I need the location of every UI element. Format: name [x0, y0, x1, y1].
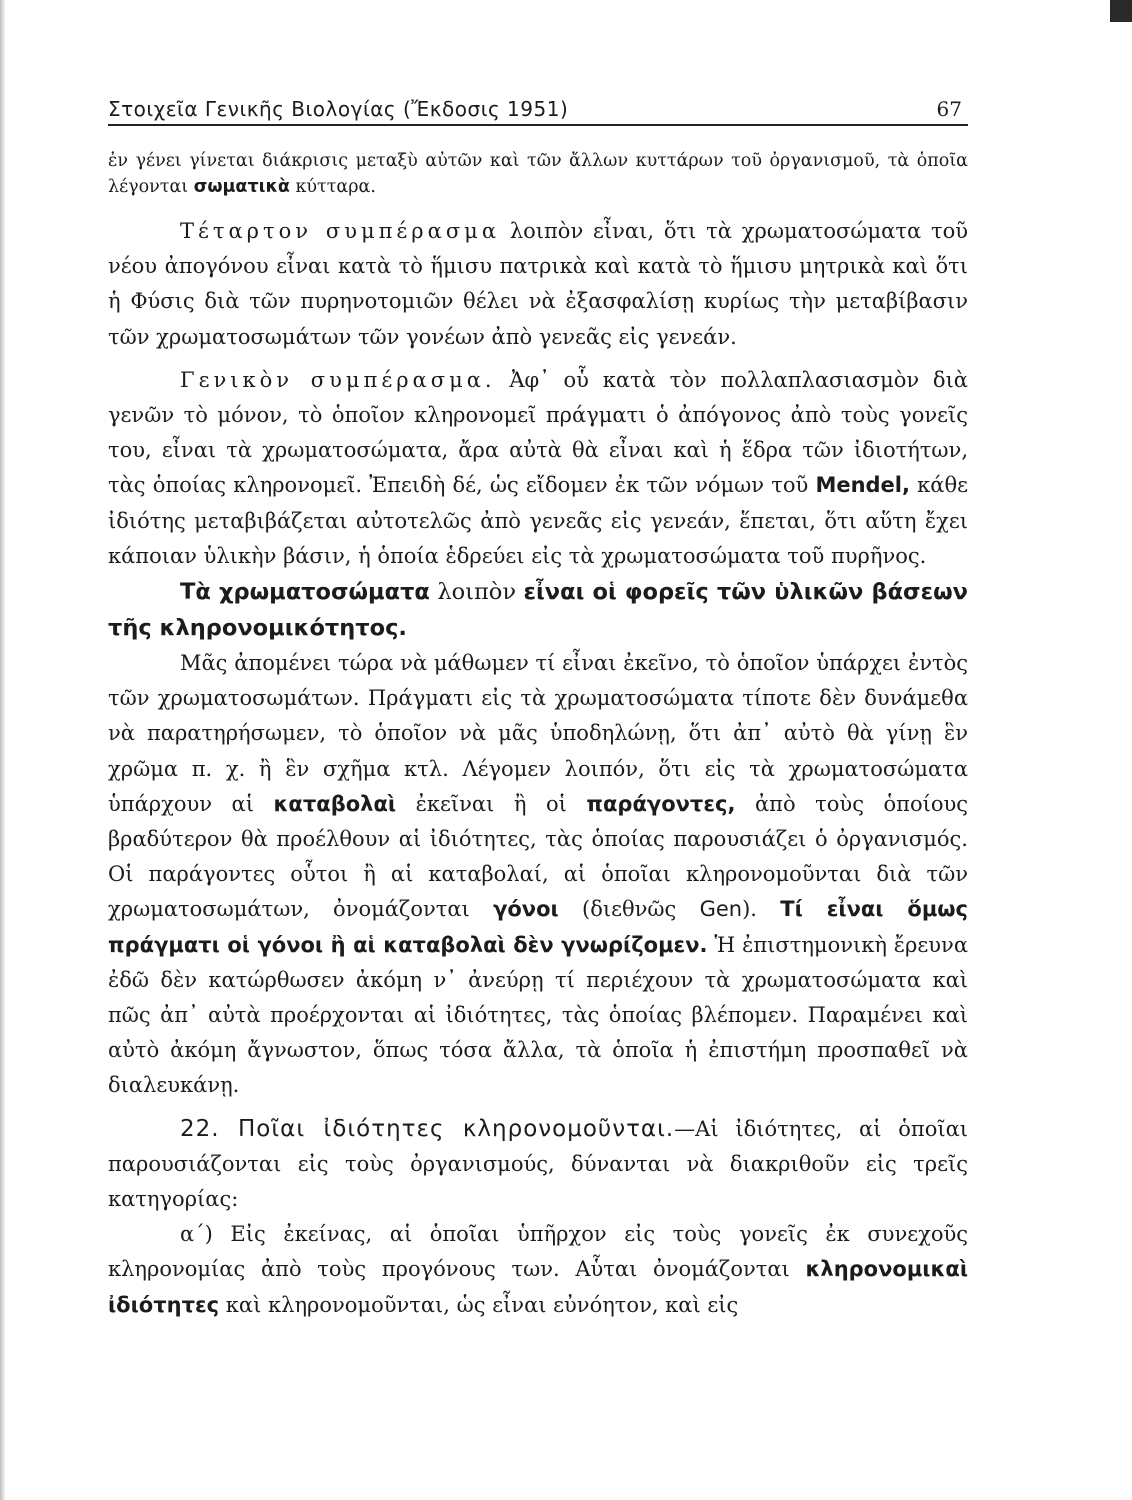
- paragraph-7: [108, 1217, 968, 1323]
- text-run: κάθε ἰδιότης μεταβιβάζεται αὐτοτελῶς ἀπὸ γενεᾶς εἰς γενεάν, ἕπεται, ὅτι αὕτη ἔχει κάποιαν ὑλικὴν βάσιν, ἡ ὁποία ἑδρεύει εἰς τὰ χρωματοσώματα τοῦ πυρῆνος.: [108, 473, 968, 568]
- paragraph-6: [108, 1112, 968, 1218]
- text-run: ἐκεῖναι ἢ οἱ: [396, 791, 587, 816]
- paragraph-3: [108, 363, 968, 574]
- text-run: —Αἱ ἰδιότητες, αἱ ὁποῖαι παρουσιάζονται εἰς τοὺς ὀργανισμούς, δύνανται νὰ διακριθοῦν εἰς τρεῖς κατηγορίας:: [108, 1116, 968, 1212]
- text-run: λοιπὸν εἶναι, ὅτι τὰ χρωματοσώματα τοῦ νέου ἀπογόνου εἶναι κατὰ τὸ ἥμισυ πατρικὰ καὶ κατὰ τὸ ἥμισυ μητρικὰ καὶ ὅτι ἡ Φύσις διὰ τῶν πυρηνοτομιῶν θέλει νὰ ἐξασφαλίσῃ κυρίως τὴν μεταβίβασιν τῶν χρωματοσωμάτων τῶν γονέων ἀπὸ γενεᾶς εἰς γενεάν.: [108, 219, 968, 349]
- bold-term: καταβολαὶ: [273, 791, 397, 816]
- term-gen: Gen: [699, 897, 743, 922]
- scan-corner-mark: [1110, 0, 1132, 22]
- bold-term: Τί εἶναι ὅμως πράγματι οἱ γόνοι ἢ αἱ καταβολαὶ δὲν γνωρίζομεν.: [108, 897, 968, 957]
- text-run: ἀπὸ τοὺς ὁποίους βραδύτερον θὰ προέλθουν αἱ ἰδιότητες, τὰς ὁποίας παρουσιάζει ὁ ὀργανισμός. Οἱ παράγοντες οὗτοι ἢ αἱ καταβολαί, αἱ ὁποῖαι κληρονομοῦνται διὰ τῶν χρωματοσωμάτων, ὀνομάζονται: [108, 791, 968, 922]
- text-run: Μᾶς ἀπομένει τώρα νὰ μάθωμεν τί εἶναι ἐκεῖνο, τὸ ὁποῖον ὑπάρχει ἐντὸς τῶν χρωματοσωμάτων. Πράγματι εἰς τὰ χρωματοσώματα τίποτε δὲν δυνάμεθα νὰ παρατηρήσωμεν, τὸ ὁποῖον νὰ μᾶς ὑποδηλώνῃ, ὅτι ἀπ᾿ αὐτὸ θὰ γίνῃ ἓν χρῶμα π. χ. ἢ ἓν σχῆμα κτλ. Λέγομεν λοιπόν, ὅτι εἰς τὰ χρωματοσώματα ὑπάρχουν αἱ: [108, 651, 968, 816]
- bold-term: Τὰ χρωματοσώματα: [180, 579, 430, 606]
- text-run: ).: [742, 897, 781, 922]
- text-run: Ἡ ἐπιστημονικὴ ἔρευνα ἐδῶ δὲν κατώρθωσεν ἀκόμη ν᾿ ἀνεύρῃ τί περιέχουν τὰ χρωματοσώματα καὶ πῶς ἀπ᾿ αὐτὰ προέρχονται αἱ ἰδιότητες, τὰς ὁποίας βλέπομεν. Παραμένει καὶ αὐτὸ ἀκόμη ἄγνωστον, ὅπως τόσα ἄλλα, τὰ ὁποῖα ἡ ἐπιστήμη προσπαθεῖ νὰ διαλευκάνῃ.: [108, 932, 968, 1098]
- section-heading: 22. Ποῖαι ἰδιότητες κληρονομοῦνται.: [180, 1115, 675, 1142]
- text-run: λοιπὸν: [429, 579, 524, 606]
- header-title: Στοιχεῖα Γενικῆς Βιολογίας (Ἔκδοσις 1951): [108, 97, 569, 121]
- book-page: [108, 90, 968, 1323]
- running-header: [108, 90, 968, 126]
- bold-term: κληρονομικαὶ ἰδιότητες: [108, 1257, 968, 1317]
- page-edge-shadow: [0, 0, 6, 1500]
- text-run: ἐν γένει γίνεται διάκρισις μεταξὺ αὐτῶν καὶ τῶν ἄλλων κυττάρων τοῦ ὀργανισμοῦ, τὰ ὁποῖα λέγονται: [108, 151, 968, 197]
- body-text: [108, 148, 968, 1323]
- text-run: α΄) Εἰς ἐκείνας, αἱ ὁποῖαι ὑπῆρχον εἰς τοὺς γονεῖς ἐκ συνεχοῦς κληρονομίας ἀπὸ τοὺς προγόνους των. Αὗται ὀνομάζονται: [108, 1222, 968, 1282]
- text-run: (διεθνῶς: [558, 897, 700, 922]
- bold-term: γόνοι: [493, 897, 559, 922]
- paragraph-4: [108, 574, 968, 646]
- page-number: 67: [936, 97, 962, 121]
- bold-term: Mendel,: [815, 473, 910, 498]
- paragraph-2: [108, 214, 968, 355]
- text-run: Ἀφ᾿ οὗ κατὰ τὸν πολλαπλασιασμὸν διὰ γενῶν τὸ μόνον, τὸ ὁποῖον κληρονομεῖ πράγματι ὁ ἀπόγονος ἀπὸ τοὺς γονεῖς του, εἶναι τὰ χρωματοσώματα, ἄρα αὐτὰ θὰ εἶναι καὶ ἡ ἕδρα τῶν ἰδιοτήτων, τὰς ὁποίας κληρονομεῖ. Ἐπειδὴ δέ, ὡς εἴδομεν ἐκ τῶν νόμων τοῦ: [108, 367, 968, 498]
- text-run: καὶ κληρονομοῦνται, ὡς εἶναι εὐνόητον, καὶ εἰς: [219, 1292, 739, 1317]
- paragraph-1: [108, 148, 968, 200]
- bold-term: παράγοντες,: [586, 791, 736, 816]
- text-run: κύτταρα.: [289, 177, 376, 197]
- spaced-heading: Γενικὸν συμπέρασμα.: [180, 367, 496, 392]
- paragraph-5: [108, 646, 968, 1104]
- spaced-heading: Τέταρτον συμπέρασμα: [180, 219, 500, 243]
- bold-term: εἶναι οἱ φορεῖς τῶν ὑλικῶν βάσεων τῆς κληρονομικότητος.: [108, 579, 968, 642]
- bold-term: σωματικὰ: [193, 177, 290, 197]
